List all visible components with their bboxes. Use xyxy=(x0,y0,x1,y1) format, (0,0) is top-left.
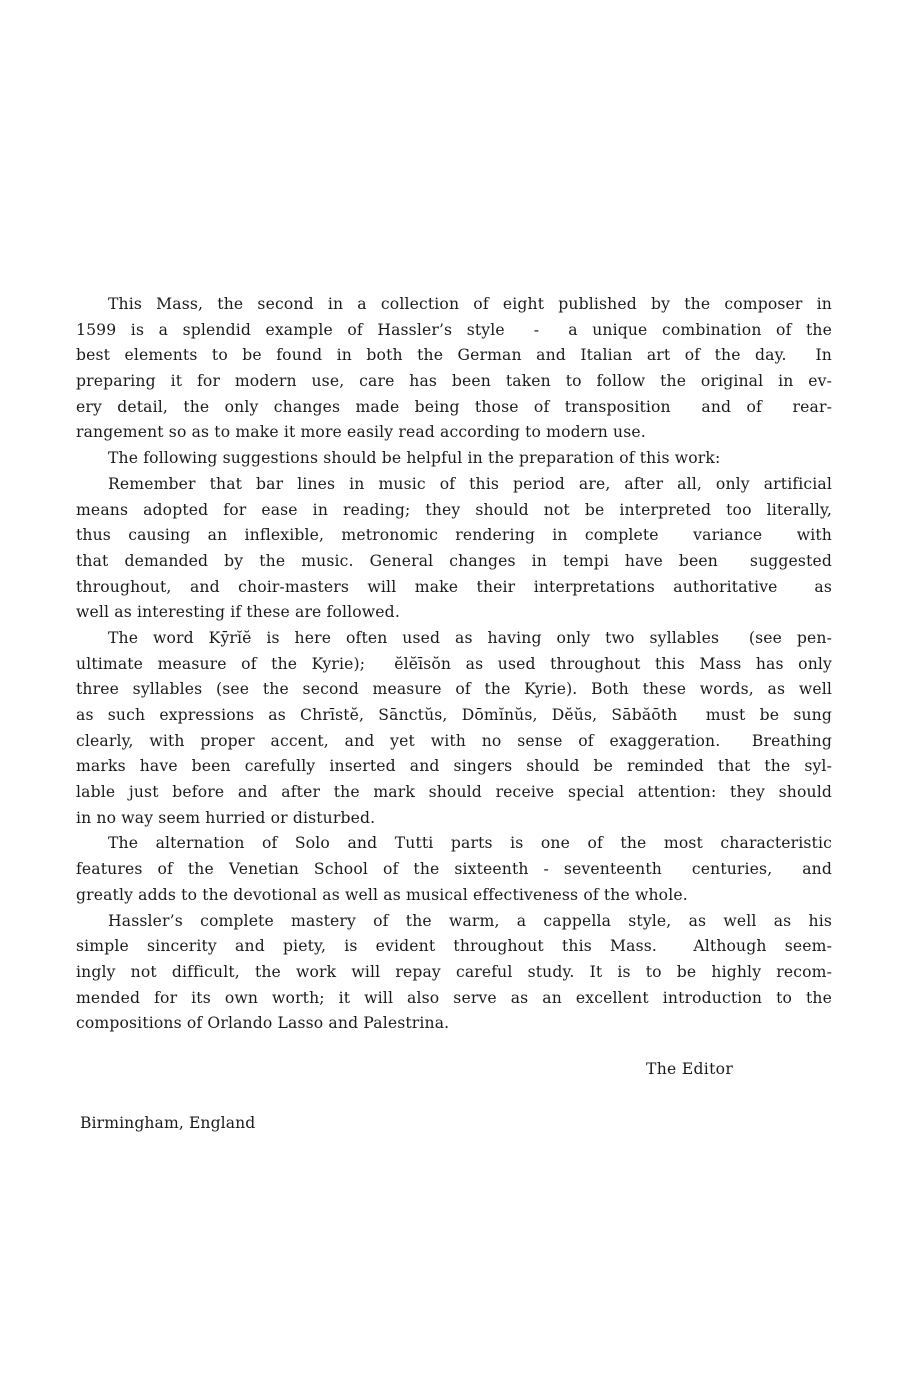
text-line: best elements to be found in both the German and Italian art of the day. In xyxy=(76,346,832,365)
text-line: Hassler’s complete mastery of the warm, a cappella style, as well as his xyxy=(108,911,832,930)
text-line: three syllables (see the second measure of the Kyrie). Both these words, as well xyxy=(76,680,832,699)
text-line: 1599 is a splendid example of Hassler’s style - a unique combination of the xyxy=(76,320,832,339)
text-line: that demanded by the music. General changes in tempi have been suggested xyxy=(76,551,832,570)
text-line: greatly adds to the devotional as well as musical effectiveness of the whole. xyxy=(76,885,688,904)
text-line: The following suggestions should be helpful in the preparation of this work: xyxy=(108,449,721,468)
text-line: preparing it for modern use, care has been taken to follow the original in ev- xyxy=(76,372,832,391)
text-line: clearly, with proper accent, and yet with no sense of exaggeration. Breathing xyxy=(76,731,832,750)
text-line: thus causing an inflexible, metronomic rendering in complete variance with xyxy=(76,526,832,545)
place-line: Birmingham, England xyxy=(80,1114,256,1132)
text-line: in no way seem hurried or disturbed. xyxy=(76,808,376,827)
text-line: rangement so as to make it more easily read according to modern use. xyxy=(76,423,646,442)
text-line: ery detail, the only changes made being those of transposition and of rear- xyxy=(76,397,832,416)
text-line: compositions of Orlando Lasso and Palestrina. xyxy=(76,1014,450,1033)
text-line: throughout, and choir-masters will make their interpretations authoritative as xyxy=(76,577,832,596)
text-line: well as interesting if these are followed. xyxy=(76,603,400,622)
text-line: The word Kȳrĭĕ is here often used as having only two syllables (see pen- xyxy=(108,628,832,647)
text-line: This Mass, the second in a collection of eight published by the composer in xyxy=(108,295,832,313)
text-line: Remember that bar lines in music of this period are, after all, only artificial xyxy=(108,474,832,493)
text-line: ultimate measure of the Kyrie); ĕlĕīsŏn as used throughout this Mass has only xyxy=(76,654,832,673)
preface-text xyxy=(76,292,832,1037)
text-line: mended for its own worth; it will also serve as an excellent introduction to the xyxy=(76,988,832,1007)
text-line: means adopted for ease in reading; they should not be interpreted too literally, xyxy=(76,500,832,519)
editor-signature: The Editor xyxy=(646,1060,734,1078)
text-line: marks have been carefully inserted and singers should be reminded that the syl- xyxy=(76,757,832,776)
text-line: ingly not difficult, the work will repay careful study. It is to be highly recom- xyxy=(76,962,832,981)
text-line: simple sincerity and piety, is evident throughout this Mass. Although seem- xyxy=(76,937,832,956)
text-line: The alternation of Solo and Tutti parts is one of the most characteristic xyxy=(108,834,832,853)
text-line: features of the Venetian School of the sixteenth - seventeenth centuries, and xyxy=(76,860,832,879)
text-line: as such expressions as Chrīstĕ, Sānctŭs, Dōmĭnŭs, Dĕŭs, Sābăōth must be sung xyxy=(76,706,832,724)
text-line: lable just before and after the mark should receive special attention: they should xyxy=(76,783,832,802)
